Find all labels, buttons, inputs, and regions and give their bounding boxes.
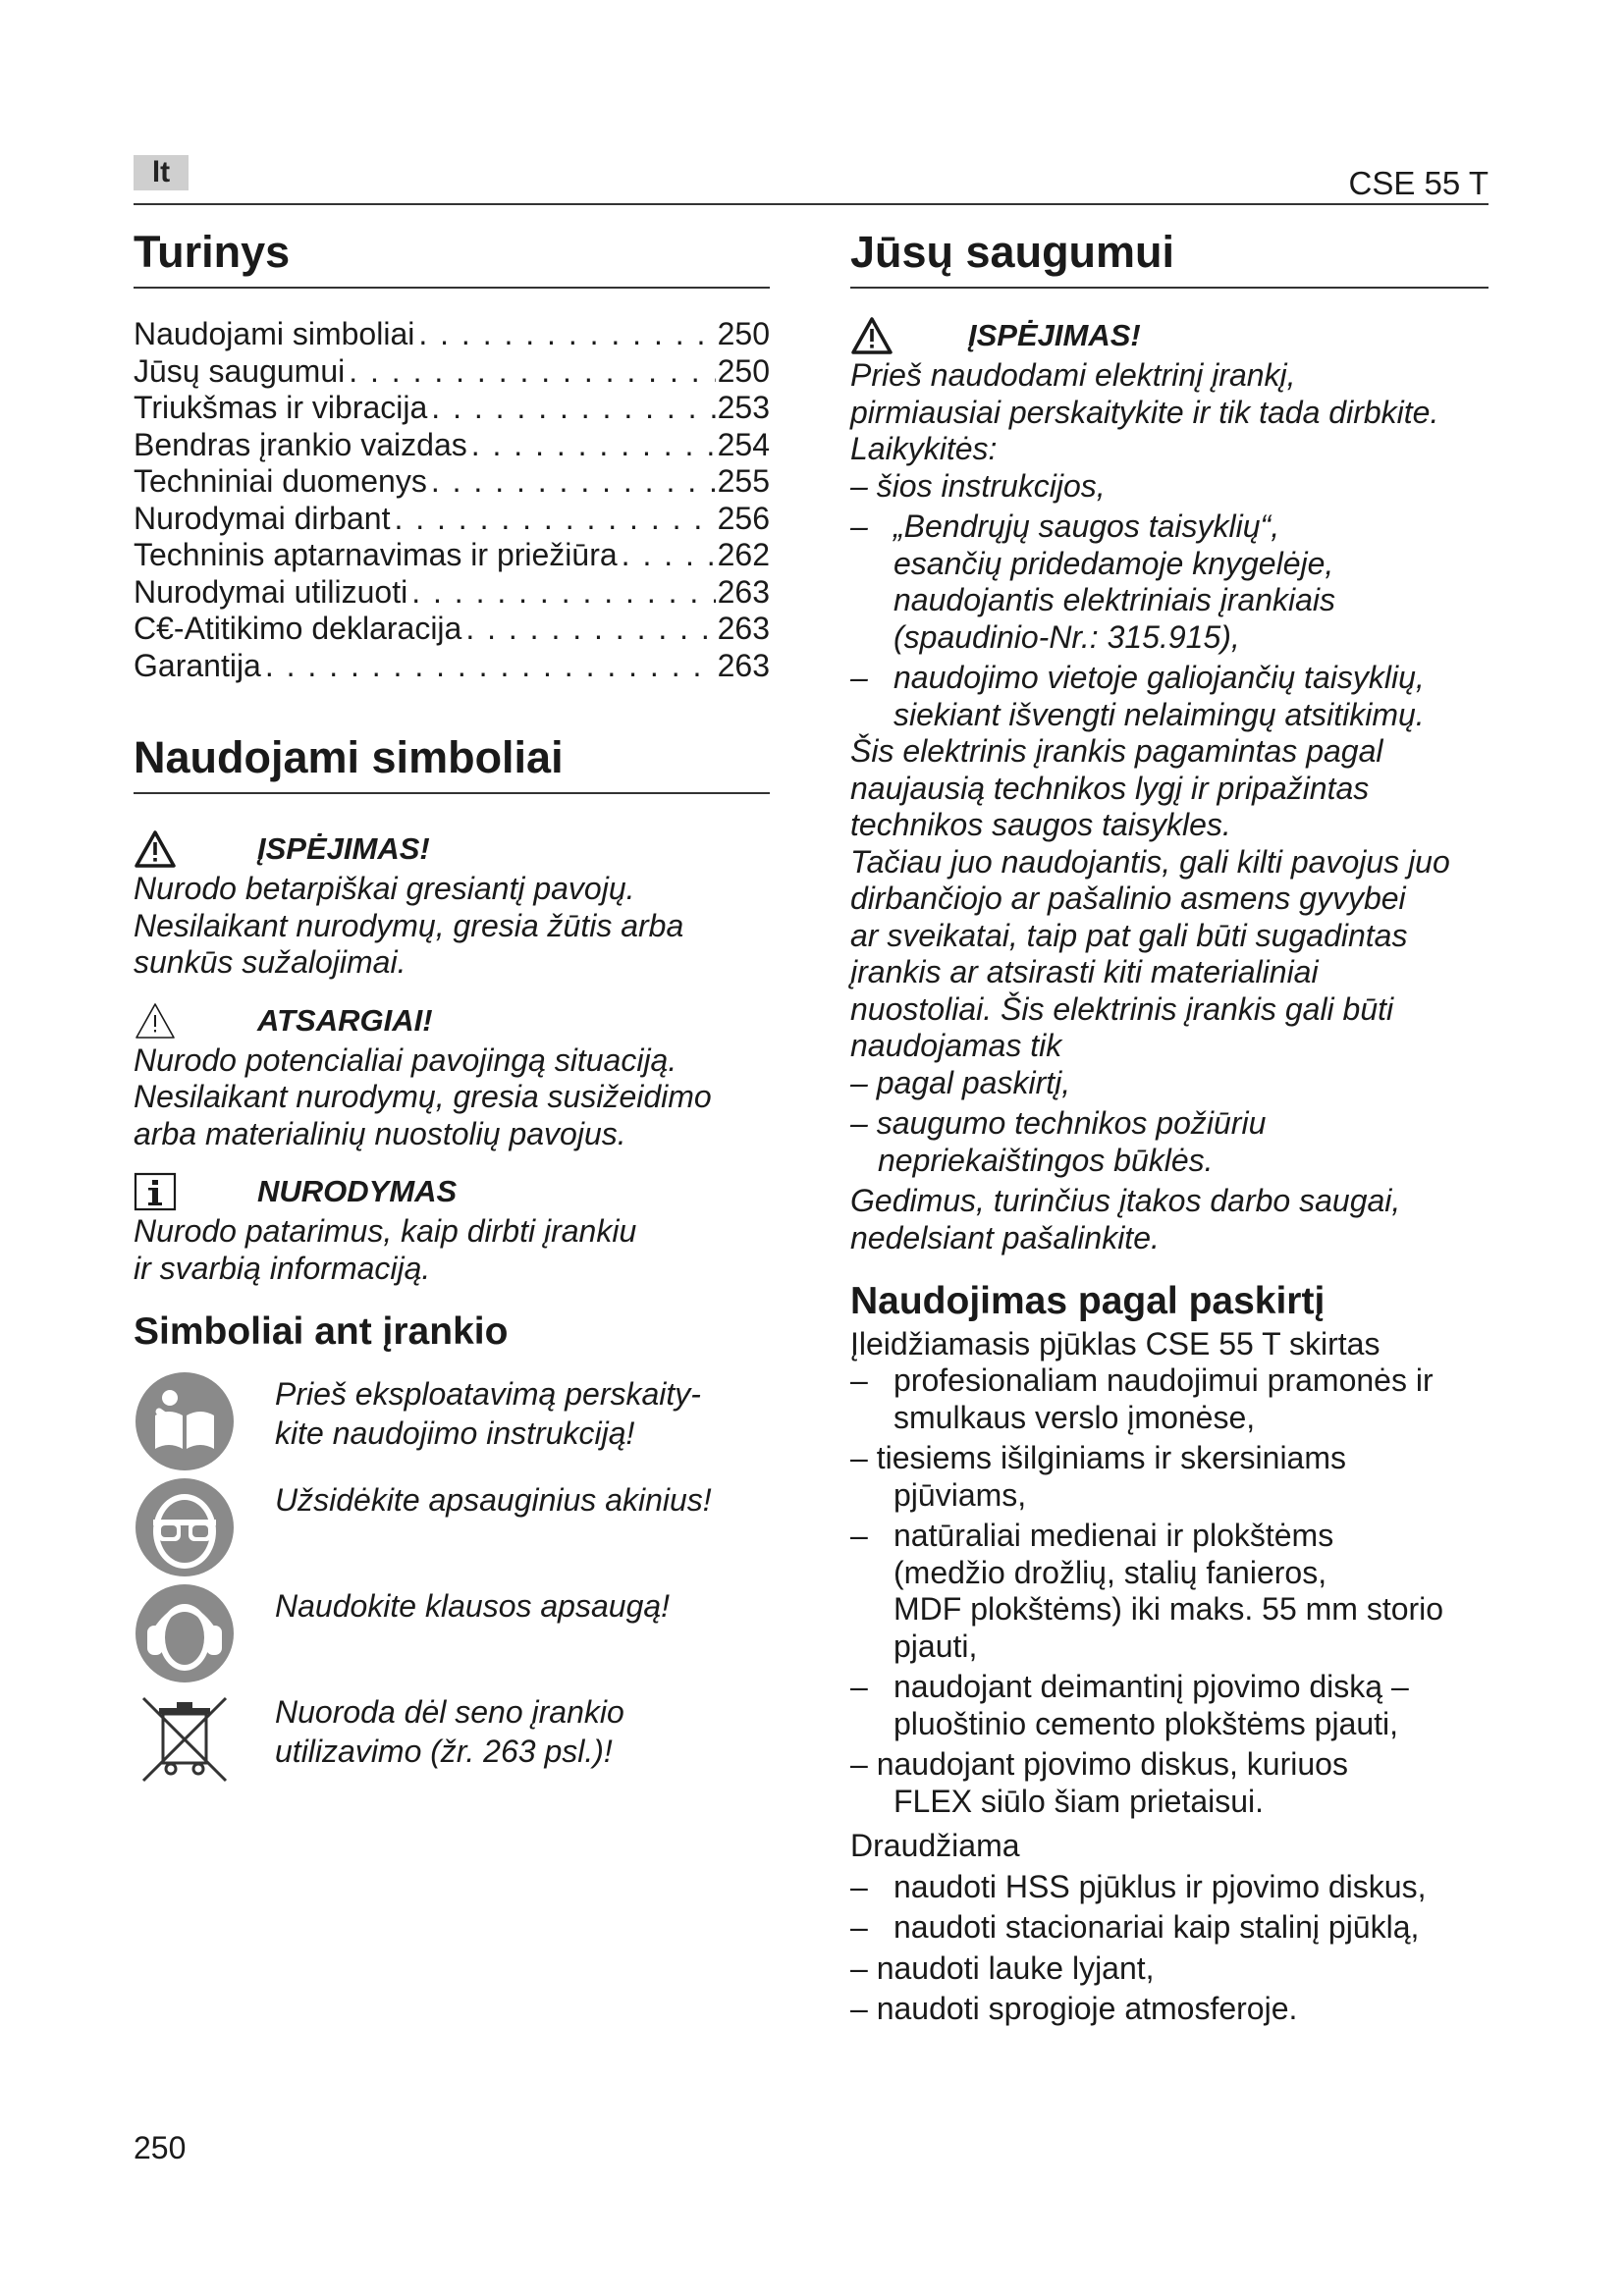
tool-symbol-text: Naudokite klausos apsaugą! [275, 1587, 671, 1624]
safety-intro-line: Prieš naudodami elektrinį įrankį, [850, 357, 1296, 393]
caution-line: Nurodo potencialiai pavojingą situaciją. [134, 1041, 677, 1078]
right-column [850, 226, 1489, 2028]
list-item: – naudojant deimantinį pjovimo diską – pluoštinio cemento plokštėms pjauti, [850, 1669, 1409, 1741]
safety-list [850, 1065, 1489, 1180]
usage-title: Naudojimas pagal paskirtį [850, 1280, 1326, 1322]
page-number: 250 [134, 2130, 187, 2165]
list-item: – „Bendrųjų saugos taisyklių“, esančių pridedamoje knygelėje, naudojantis elektriniais įrankiais (spaudinio-Nr.: 315.915), [850, 508, 1336, 655]
toc-entry[interactable]: Nurodymai utilizuoti . . . 263 [134, 574, 770, 612]
warning-triangle-icon [850, 316, 893, 355]
language-badge: lt [134, 155, 189, 190]
warning-label: ĮSPĖJIMAS! [257, 831, 430, 866]
tool-symbol-row [134, 1688, 770, 1790]
tool-symbol-text: Prieš eksploatavimą perskaity- kite naudojimo instrukciją! [275, 1375, 701, 1451]
toc-entry[interactable]: Triukšmas ir vibracija . . . 253 [134, 390, 770, 427]
list-item: – profesionaliam naudojimui pramonės ir smulkaus verslo įmonėse, [850, 1362, 1434, 1435]
safety-paragraph-line: Tačiau juo naudojantis, gali kilti pavojus juo [850, 843, 1450, 880]
safety-warning-block [850, 314, 1489, 357]
note-label: NURODYMAS [257, 1174, 458, 1208]
warning-symbol-block [134, 828, 770, 982]
tool-symbol-row [134, 1582, 770, 1684]
read-manual-icon [134, 1370, 236, 1472]
note-line: Nurodo patarimus, kaip dirbti įrankiu [134, 1213, 637, 1249]
safety-paragraph-line: įrankis ar atsirasti kiti materialiniai [850, 954, 1319, 989]
toc-entry[interactable]: Techninis aptarnavimas ir priežiūra . . . 262 [134, 537, 770, 574]
list-item: – šios instrukcijos, [850, 467, 1106, 504]
safety-paragraph-line: Gedimus, turinčius įtakos darbo saugai, [850, 1183, 1401, 1218]
info-icon [134, 1172, 177, 1211]
list-item: – pagal paskirtį, [850, 1064, 1071, 1100]
caution-triangle-icon [134, 1001, 177, 1041]
tool-symbols-title: Simboliai ant įrankio [134, 1310, 509, 1353]
weee-disposal-icon [134, 1688, 236, 1790]
safety-intro-line: Laikykitės: [850, 431, 998, 466]
symbols-rule [134, 792, 770, 794]
caution-label: ATSARGIAI! [257, 1002, 433, 1038]
list-item: – naudoti lauke lyjant, [850, 1949, 1155, 1986]
safety-rule [850, 287, 1489, 289]
safety-paragraph-line: naujausią technikos lygį ir pripažintas [850, 770, 1370, 806]
list-item: – naudoti stacionariai kaip stalinį pjūklą, [850, 1909, 1420, 1946]
list-item: – naudojimo vietoje galiojančių taisyklių, siekiant išvengti nelaimingų atsitikimų. [850, 660, 1425, 732]
tool-symbol-text: Užsidėkite apsauginius akinius! [275, 1481, 712, 1518]
list-item: – naudojant pjovimo diskus, kuriuos FLEX siūlo šiam prietaisui. [850, 1746, 1348, 1819]
tool-symbol-row [134, 1370, 770, 1472]
warning-triangle-icon [134, 829, 177, 869]
list-item: – tiesiems išilginiams ir skersiniams pjūviams, [850, 1440, 1346, 1513]
tool-symbol-row [134, 1476, 770, 1578]
note-symbol-block [134, 1170, 770, 1287]
warning-label: ĮSPĖJIMAS! [968, 318, 1141, 352]
eye-protection-icon [134, 1476, 236, 1578]
warning-line: Nesilaikant nurodymų, gresia žūtis arba [134, 907, 684, 943]
list-item: – naudoti HSS pjūklus ir pjovimo diskus, [850, 1868, 1427, 1904]
ear-protection-icon [134, 1582, 236, 1684]
caution-line: arba materialinių nuostolių pavojus. [134, 1115, 626, 1151]
safety-title: Jūsų saugumui [850, 227, 1175, 277]
note-line: ir svarbią informaciją. [134, 1250, 431, 1286]
toc-entry[interactable]: Garantija . . . 263 [134, 648, 770, 685]
toc-entry[interactable]: Bendras įrankio vaizdas . . . 254 [134, 427, 770, 464]
safety-paragraph-line: Šis elektrinis įrankis pagamintas pagal [850, 733, 1383, 769]
toc-entry[interactable]: Techniniai duomenys . . . 255 [134, 463, 770, 501]
forbidden-label: Draudžiama [850, 1828, 1020, 1864]
toc-entry[interactable]: Nurodymai dirbant . . . 256 [134, 501, 770, 538]
safety-paragraph-line: naudojamas tik [850, 1028, 1062, 1063]
caution-symbol-block [134, 999, 770, 1153]
usage-intro: Įleidžiamasis pjūklas CSE 55 T skirtas [850, 1325, 1380, 1362]
safety-paragraph-line: nedelsiant pašalinkite. [850, 1219, 1160, 1255]
toc-title: Turinys [134, 227, 291, 277]
toc-entry[interactable]: Jūsų saugumui . . . 250 [134, 353, 770, 391]
list-item: – naudoti sprogioje atmosferoje. [850, 1991, 1298, 2027]
caution-line: Nesilaikant nurodymų, gresia susižeidimo [134, 1079, 712, 1114]
usage-forbidden-list [850, 1869, 1489, 2028]
safety-paragraph-line: technikos saugos taisykles. [850, 807, 1231, 842]
safety-paragraph-line: nuostoliai. Šis elektrinis įrankis gali būti [850, 990, 1394, 1027]
safety-paragraph-line: dirbančiojo ar pašalinio asmens gyvybei [850, 881, 1406, 916]
symbols-title: Naudojami simboliai [134, 732, 564, 782]
usage-allowed-list [850, 1362, 1489, 1820]
toc-entry[interactable]: C€-Atitikimo deklaracija . . . 263 [134, 611, 770, 648]
safety-intro-line: pirmiausiai perskaitykite ir tik tada dirbkite. [850, 394, 1439, 430]
model-name: CSE 55 T [1348, 165, 1489, 201]
list-item: – saugumo technikos požiūriu nepriekaištingos būklės. [850, 1105, 1267, 1178]
warning-line: sunkūs sužalojimai. [134, 944, 406, 980]
toc-entry[interactable]: Naudojami simboliai . . . 250 [134, 316, 770, 353]
safety-list [850, 468, 1489, 734]
tool-symbol-text: Nuoroda dėl seno įrankio utilizavimo (žr. 263 psl.)! [275, 1693, 624, 1769]
toc-rule [134, 287, 770, 289]
safety-paragraph-line: ar sveikatai, taip pat gali būti sugadintas [850, 917, 1408, 953]
header-rule [134, 203, 1489, 205]
list-item: – natūraliai medienai ir plokštėms (medžio drožlių, stalių fanieros, MDF plokštėms) iki maks. 55 mm storio pjauti, [850, 1518, 1444, 1664]
table-of-contents [134, 316, 770, 684]
left-column [134, 226, 770, 1790]
warning-line: Nurodo betarpiškai gresiantį pavojų. [134, 871, 635, 906]
